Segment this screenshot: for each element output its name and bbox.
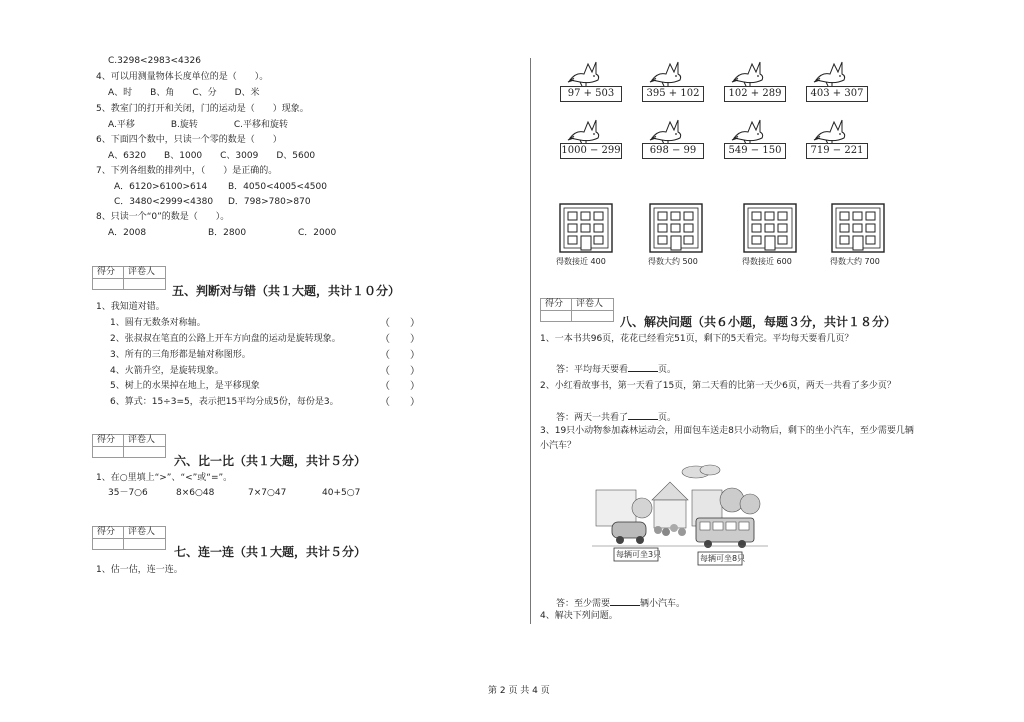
expression-card[interactable]: 395 + 102 <box>642 86 704 102</box>
grader-label: 评卷人 <box>128 267 156 277</box>
answer-paren[interactable]: （ ） <box>380 381 420 392</box>
score-label: 得分 <box>97 267 116 277</box>
answer-2-pre: 答：两天一共看了 <box>556 413 629 423</box>
expression-card[interactable]: 403 + 307 <box>806 86 868 102</box>
judge-item: 4、火箭升空，是旋转现象。 <box>110 366 224 376</box>
building-caption: 得数接近 600 <box>742 257 792 266</box>
answer-2 <box>556 410 676 424</box>
answer-1 <box>556 362 676 376</box>
column-divider <box>530 58 531 624</box>
page-footer: 第 2 页 共 4 页 <box>488 686 550 696</box>
bird-icon <box>730 58 766 86</box>
expression-card[interactable]: 97 + 503 <box>560 86 622 102</box>
q6-text: 6、下面四个数中，只读一个零的数是（ ） <box>96 135 282 145</box>
score-box <box>540 298 614 322</box>
q4-text: 4、可以用测量物体长度单位的是（ ）。 <box>96 72 269 82</box>
q4-options: A、时 B、角 C、分 D、米 <box>108 88 260 98</box>
building-caption: 得数接近 400 <box>556 257 606 266</box>
expression-card[interactable]: 549 − 150 <box>724 143 786 159</box>
building-caption: 得数大约 700 <box>830 257 880 266</box>
score-label: 得分 <box>97 435 116 445</box>
problem-3-line-1: 3、19只小动物参加森林运动会，用面包车送走8只小动物后，剩下的坐小汽车，至少需要几辆 <box>540 426 914 436</box>
q7-option-c: C．3480<2999<4380 <box>114 197 214 207</box>
problem-4: 4、解决下列问题。 <box>540 611 618 621</box>
q7-option-b: B．4050<4005<4500 <box>228 182 327 192</box>
q5-text: 5、教室门的打开和关闭，门的运动是（ ）现象。 <box>96 104 309 114</box>
q6-options: A、6320 B、1000 C、3009 D、5600 <box>108 151 316 161</box>
compare-item: 7×7○47 <box>248 488 287 498</box>
judge-item: 2、张叔叔在笔直的公路上开车方向盘的运动是旋转现象。 <box>110 334 341 344</box>
compare-item: 8×6○48 <box>176 488 215 498</box>
problem-1: 1、一本书共96页，花花已经看完51页，剩下的5天看完。平均每天要看几页？ <box>540 334 854 344</box>
compare-item: 40+5○7 <box>322 488 361 498</box>
q5-options: A.平移 B.旋转 C.平移和旋转 <box>108 120 289 130</box>
answer-blank[interactable] <box>628 362 658 372</box>
building-icon[interactable] <box>742 202 798 254</box>
judge-item: 6、算式：15÷3=5，表示把15平均分成5份，每份是3。 <box>110 397 339 407</box>
section-7-question: 1、估一估，连一连。 <box>96 565 183 575</box>
expression-card[interactable]: 719 − 221 <box>806 143 868 159</box>
answer-paren[interactable]: （ ） <box>380 318 420 329</box>
answer-1-post: 页。 <box>658 365 677 375</box>
bird-icon <box>566 58 602 86</box>
compare-item: 35－7○6 <box>108 488 148 498</box>
q8-option-b: B．2800 <box>208 228 247 238</box>
judge-item: 3、所有的三角形都是轴对称图形。 <box>110 350 251 360</box>
building-icon[interactable] <box>648 202 704 254</box>
q8-option-c: C．2000 <box>298 228 337 238</box>
bird-icon <box>566 116 602 144</box>
score-box <box>92 266 166 290</box>
expression-card[interactable]: 102 + 289 <box>724 86 786 102</box>
score-box <box>92 434 166 458</box>
answer-blank[interactable] <box>610 596 640 606</box>
answer-1-pre: 答：平均每天要看 <box>556 365 629 375</box>
bird-icon <box>648 58 684 86</box>
q7-option-d: D．798>780>870 <box>228 197 311 207</box>
bird-icon <box>812 116 848 144</box>
section-5-question: 1、我知道对错。 <box>96 302 165 312</box>
bird-icon <box>730 116 766 144</box>
section-7-title: 七、连一连（共１大题，共计５分） <box>174 545 367 559</box>
expression-card[interactable]: 698 − 99 <box>642 143 704 159</box>
bird-icon <box>812 58 848 86</box>
grader-label: 评卷人 <box>128 527 156 537</box>
problem-3-line-2: 小汽车？ <box>540 441 577 451</box>
answer-3-pre: 答：至少需要 <box>556 599 611 609</box>
answer-blank[interactable] <box>628 410 658 420</box>
answer-paren[interactable]: （ ） <box>380 366 420 377</box>
expression-card[interactable]: 1000 − 299 <box>560 143 622 159</box>
section-6-title: 六、比一比（共１大题，共计５分） <box>174 454 367 468</box>
problem-2: 2、小红看故事书，第一天看了15页，第二天看的比第一天少6页，两天一共看了多少页？ <box>540 381 896 391</box>
grader-label: 评卷人 <box>576 299 604 309</box>
q3-option-c: C.3298<2983<4326 <box>108 56 201 66</box>
answer-paren[interactable]: （ ） <box>380 397 420 408</box>
judge-item: 5、树上的水果掉在地上，是平移现象 <box>110 381 260 391</box>
judge-item: 1、圆有无数条对称轴。 <box>110 318 206 328</box>
score-label: 得分 <box>97 527 116 537</box>
q7-text: 7、下列各组数的排列中，（ ）是正确的。 <box>96 166 278 176</box>
q8-text: 8、只读一个“0”的数是（ ）。 <box>96 212 230 222</box>
bus-sign: 每辆可坐8只 <box>700 554 746 563</box>
score-label: 得分 <box>545 299 564 309</box>
building-icon[interactable] <box>830 202 886 254</box>
building-caption: 得数大约 500 <box>648 257 698 266</box>
section-6-question: 1、在○里填上“>”、“<”或“=”。 <box>96 473 233 483</box>
answer-2-post: 页。 <box>658 413 677 423</box>
answer-paren[interactable]: （ ） <box>380 334 420 345</box>
answer-paren[interactable]: （ ） <box>380 350 420 361</box>
answer-3 <box>556 596 685 610</box>
section-5-title: 五、判断对与错（共１大题，共计１０分） <box>172 284 401 298</box>
score-box <box>92 526 166 550</box>
answer-3-post: 辆小汽车。 <box>640 599 686 609</box>
building-icon[interactable] <box>558 202 614 254</box>
car-sign: 每辆可坐3只 <box>616 550 662 559</box>
grader-label: 评卷人 <box>128 435 156 445</box>
q8-option-a: A．2008 <box>108 228 147 238</box>
section-8-title: 八、解决问题（共６小题，每题３分，共计１８分） <box>620 315 897 329</box>
q7-option-a: A．6120>6100>614 <box>114 182 208 192</box>
bird-icon <box>648 116 684 144</box>
